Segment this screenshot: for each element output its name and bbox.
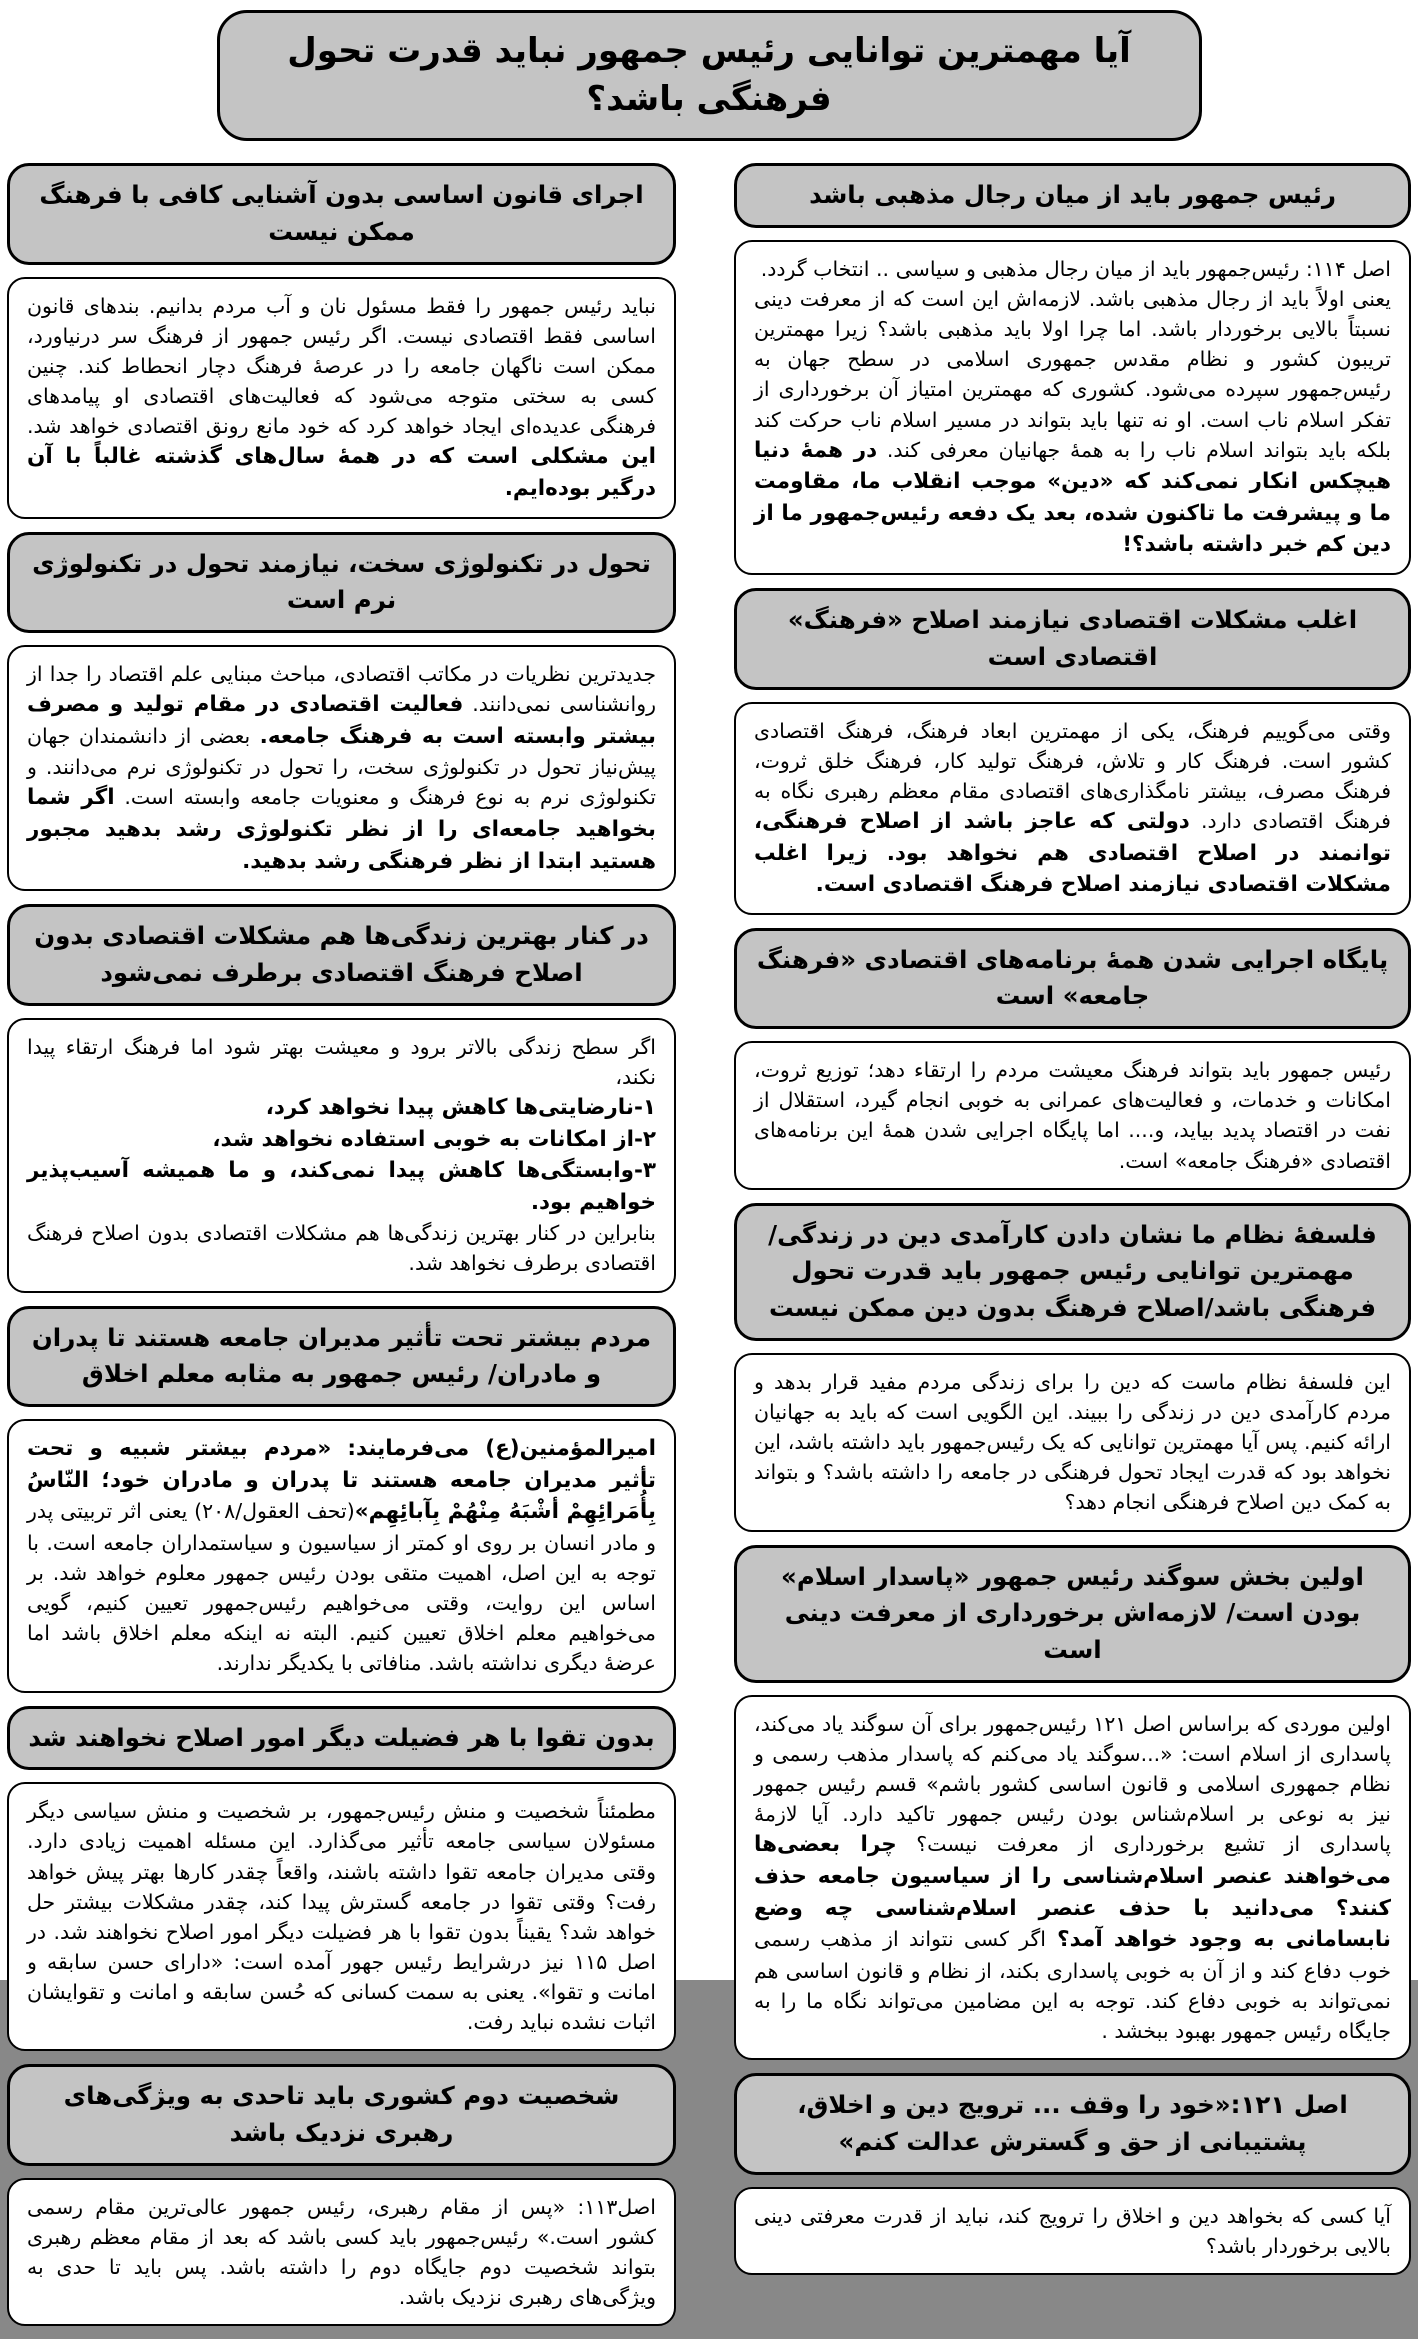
section-header: تحول در تکنولوژی سخت، نیازمند تحول در تکنولوژی نرم است xyxy=(7,532,676,634)
text-run-bold: فعالیت اقتصادی در مقام تولید و مصرف بیشتر وابسته است به فرهنگ جامعه. xyxy=(27,692,656,749)
section-header: شخصیت دوم کشوری باید تاحدی به ویژگی‌های رهبری نزدیک باشد xyxy=(7,2064,676,2166)
text-run-bold: اگر شما بخواهید جامعه‌ای را از نظر تکنولوژی رشد بدهید مجبور هستید ابتدا از نظر فرهنگی رشد بدهید. xyxy=(27,785,656,874)
left-column xyxy=(7,163,676,2339)
page-title: آیا مهمترین توانایی رئیس جمهور نباید قدرت تحول فرهنگی باشد؟ xyxy=(217,10,1202,141)
section-article-121-oath-text xyxy=(734,2073,1411,2275)
text-run-bold: ۳-وابستگی‌ها کاهش پیدا نمی‌کند، و ما همیشه آسیب‌پذیر خواهیم بود. xyxy=(27,1158,656,1215)
section-second-person-close-to-leadership xyxy=(7,2064,676,2326)
section-body xyxy=(7,1419,676,1692)
section-header: اصل ۱۲۱:«خود را وقف ... ترویج دین و اخلاق، پشتیبانی از حق و گسترش عدالت کنم» xyxy=(734,2073,1411,2175)
section-header: رئیس جمهور باید از میان رجال مذهبی باشد xyxy=(734,163,1411,228)
text-run-bold: این مشکلی است که در همهٔ سال‌های گذشته غالباً با آن درگیر بوده‌ایم. xyxy=(27,444,656,501)
text-run-bold: ۱-نارضایتی‌ها کاهش پیدا نخواهد کرد، xyxy=(265,1094,656,1120)
text-run-bold: ۲-از امکانات به خوبی استفاده نخواهد شد، xyxy=(212,1126,656,1152)
section-body xyxy=(734,1695,1411,2060)
text-run: نباید رئیس جمهور را فقط مسئول نان و آب مردم بدانیم. بندهای قانون اساسی فقط اقتصادی نیست. اگر رئیس جمهور از فرهنگ سر درنیاورد، ممکن است ناگهان جامعه را در عرصهٔ فرهنگ دچار انحطاط کند. چنین کسی به سختی متوجه می‌شود که فعالیت‌های اقتصادی او پیامدهای فرهنگی عدیده‌ای ایجاد خواهد کرد که خود مانع رونق اقتصادی خواهد شد. xyxy=(27,293,656,439)
section-body xyxy=(7,1018,676,1293)
section-economic-problems-not-solved-without-culture xyxy=(7,904,676,1292)
text-run-bold: چرا بعضی‌ها می‌خواهند عنصر اسلام‌شناسی را از سیاسیون جامعه حذف کنند؟ می‌دانید با حذف عنصر اسلام‌شناسی چه وضع نابسامانی به وجود خواهد آمد؟ xyxy=(754,1832,1392,1953)
section-society-culture-is-execution-base xyxy=(734,928,1411,1190)
section-body xyxy=(734,1353,1411,1532)
text-run: بعضی از دانشمندان جهان پیش‌نیاز تحول در تکنولوژی سخت، را تحول در تکنولوژی نرم می‌دانند. و تکنولوژی نرم به نوع فرهنگ و معنویات جامعه وابسته است. xyxy=(27,723,656,810)
text-run: وقتی می‌گوییم فرهنگ، یکی از مهمترین ابعاد فرهنگ، فرهنگ اقتصادی کشور است. فرهنگ کار و تلاش، فرهنگ تولید کار، فرهنگ خلق ثروت، فرهنگ مصرف، بیشتر نامگذاری‌های اقتصادی مقام معظم رهبری نگاه به فرهنگ اقتصادی دارد. xyxy=(754,718,1391,833)
section-header: فلسفهٔ نظام ما نشان دادن کارآمدی دین در زندگی/ مهمترین توانایی رئیس جمهور باید قدرت تحول فرهنگی باشد/اصلاح فرهنگ بدون دین ممکن نیست xyxy=(734,1203,1411,1341)
section-body xyxy=(734,702,1411,915)
columns-wrapper xyxy=(7,163,1411,2339)
text-run: اصل ۱۱۴: رئیس‌جمهور باید از میان رجال مذهبی و سیاسی .. انتخاب گردد. xyxy=(760,256,1391,281)
section-people-influenced-by-managers xyxy=(7,1306,676,1693)
right-column xyxy=(734,163,1411,2339)
text-run: اولین موردی که براساس اصل ۱۲۱ رئیس‌جمهور برای آن سوگند یاد می‌کند، پاسداری از اسلام است: «...سوگند یاد می‌کنم که پاسدار مذهب رسمی و نظام جمهوری اسلامی و قانون اساسی کشور باشم» قسم رئیس جمهور نیز به نوعی بر اسلام‌شناس بودن رئیس جمهور تاکید دارد. آیا لازمهٔ پاسداری از تشیع برخورداری از معرفت نیست؟ xyxy=(754,1711,1391,1857)
section-header: مردم بیشتر تحت تأثیر مدیران جامعه هستند تا پدران و مادران/ رئیس جمهور به مثابه معلم اخلاق xyxy=(7,1306,676,1408)
text-run: آیا کسی که بخواهد دین و اخلاق را ترویج کند، نباید از قدرت معرفتی دینی بالایی برخوردار باشد؟ xyxy=(754,2203,1391,2258)
text-run: جدیدترین نظریات در مکاتب اقتصادی، مباحث مبنایی علم اقتصاد را جدا از روانشناسی نمی‌دانند. xyxy=(27,662,656,717)
text-run-bold: دولتی که عاجز باشد از اصلاح فرهنگی، توانمند در اصلاح اقتصادی هم نخواهد بود. زیرا اغلب مشکلات اقتصادی نیازمند اصلاح فرهنگ اقتصادی است. xyxy=(754,808,1391,898)
section-header: اغلب مشکلات اقتصادی نیازمند اصلاح «فرهنگ» اقتصادی است xyxy=(734,588,1411,690)
text-run: اگر سطح زندگی بالاتر برود و معیشت بهتر شود اما فرهنگ ارتقاء پیدا نکند، xyxy=(27,1034,656,1089)
section-no-reform-without-taqwa xyxy=(7,1706,676,2052)
text-run: یعنی اولاً باید از رجال مذهبی باشد. لازمه‌اش این است که از معرفت دینی نسبتاً بالایی برخوردار باشد. اما چرا اولا باید مذهبی باشد؟ زیرا مهمترین تریبون کشور و نظام مقدس جمهوری اسلامی در سطح جهان به رئیس‌جمهور سپرده می‌شود. کشوری که مهمترین امتیاز آن برخورداری از تفکر اسلام ناب است. او نه تنها باید بتواند در مسیر اسلام ناب حرکت کند بلکه باید بتواند اسلام ناب را به همهٔ جهانیان معرفی کند. xyxy=(754,287,1392,462)
text-run: بنابراین در کنار بهترین زندگی‌ها هم مشکلات اقتصادی بدون اصلاح فرهنگ اقتصادی برطرف نخواهد شد. xyxy=(27,1221,656,1276)
section-body xyxy=(734,2187,1411,2275)
section-body xyxy=(7,277,676,519)
section-system-philosophy-religion-efficiency xyxy=(734,1203,1411,1532)
section-body xyxy=(7,1782,676,2051)
section-header: اجرای قانون اساسی بدون آشنایی کافی با فرهنگ ممکن نیست xyxy=(7,163,676,265)
text-run: اصل۱۱۳: «پس از مقام رهبری، رئیس جمهور عالی‌ترین مقام رسمی کشور است.» رئیس‌جمهور باید کسی باشد که بعد از مقام معظم رهبری بتواند شخصیت دوم جایگاه دوم را داشته باشد. پس باید تا حدی به ویژگی‌های رهبری نزدیک باشد. xyxy=(27,2194,656,2310)
text-run: اگر کسی نتواند از مذهب رسمی خوب دفاع کند و از آن به خوبی پاسداری بکند، از نظام و قانون اساسی هم نمی‌تواند به خوبی دفاع کند. توجه به این مضامین می‌تواند نگاه ما را به جایگاه رئیس جمهور بهبود ببخشد . xyxy=(754,1927,1391,2043)
section-body xyxy=(734,1041,1411,1190)
section-economic-problems-need-culture-reform xyxy=(734,588,1411,915)
section-header: پایگاه اجرایی شدن همهٔ برنامه‌های اقتصادی «فرهنگ جامعه» است xyxy=(734,928,1411,1030)
section-hard-tech-needs-soft-tech xyxy=(7,532,676,892)
section-constitution-execution-needs-culture xyxy=(7,163,676,518)
text-run: رئیس جمهور باید بتواند فرهنگ معیشت مردم را ارتقاء دهد؛ توزیع ثروت، امکانات و خدمات، و فعالیت‌های عمرانی به خوبی انجام گیرد، استقلال از نفت در اقتصاد پدید بیاید، و.... اما پایگاه اجرایی شدن همهٔ این برنامه‌های اقتصادی «فرهنگ جامعه» است. xyxy=(754,1058,1391,1173)
section-body xyxy=(734,240,1411,575)
section-header: بدون تقوا با هر فضیلت دیگر امور اصلاح نخواهند شد xyxy=(7,1706,676,1771)
section-oath-guardian-of-islam xyxy=(734,1545,1411,2061)
section-header: در کنار بهترین زندگی‌ها هم مشکلات اقتصادی بدون اصلاح فرهنگ اقتصادی برطرف نمی‌شود xyxy=(7,904,676,1006)
text-run-bold: امیرالمؤمنین(ع) می‌فرمایند: «مردم بیشتر شبیه و تحت تأثیر مدیران جامعه هستند تا پدران و مادران خود؛ النّاسُ بِأُمَرائِهِمْ أشْبَهُ مِنْهُمْ بِآبائِهِم» xyxy=(27,1436,656,1525)
text-run-bold: در همهٔ دنیا هیچکس انکار نمی‌کند که «دین» موجب انقلاب ما، مقاومت ما و پیشرفت ما تاکنون شده، بعد یک دفعه رئیس‌جمهور ما از دین کم خبر داشته باشد؟! xyxy=(754,437,1391,558)
section-header: اولین بخش سوگند رئیس جمهور «پاسدار اسلام» بودن است/ لازمه‌اش برخورداری از معرفت دینی است xyxy=(734,1545,1411,1683)
text-run: مطمئناً شخصیت و منش رئیس‌جمهور، بر شخصیت و منش سیاسی دیگر مسئولان سیاسی جامعه تأثیر می‌گذارد. این مسئله اهمیت زیادی دارد. وقتی مدیران جامعه تقوا داشته باشند، واقعاً چقدر کارها بهتر پیش خواهد رفت؟ وقتی تقوا در جامعه گسترش پیدا کند، چقدر مشکلات بیشتر حل خواهد شد؟ یقیناً بدون تقوا با هر فضیلت دیگر امور اصلاح نخواهند شد. در اصل ۱۱۵ نیز درشرایط رئیس جهور آمده است: «دارای حسن سابقه و امانت و تقوا». یعنی به سمت کسانی که حُسن سابقه و امانت و تقوایشان اثبات نشده نباید رفت. xyxy=(27,1799,656,2035)
section-body xyxy=(7,645,676,891)
text-run: این فلسفهٔ نظام ماست که دین را برای زندگی مردم مفید قرار بدهد و مردم کارآمدی دین در زندگی را ببیند. این الگویی است که باید به جهانیان ارائه کنیم. پس آیا مهمترین توانایی که یک رئیس‌جمهور باید داشته باشد، این نخواهد بود که قدرت ایجاد تحول فرهنگی در جامعه را داشته باشد؟ و بتواند به کمک دین اصلاح فرهنگی انجام دهد؟ xyxy=(754,1369,1391,1515)
section-body xyxy=(7,2178,676,2327)
text-run: (تحف العقول/۲۰۸) یعنی اثر تربیتی پدر و مادر انسان بر روی او کمتر از سیاسیون و سیاستمداران جامعه است. با توجه به این اصل، اهمیت متقی بودن رئیس جمهور معلوم خواهد شد. بر اساس این روایت، وقتی می‌خواهیم رئیس‌جمهور تعیین کنیم، گویی می‌خواهیم معلم اخلاق تعیین کنیم. البته نه اینکه معلم اخلاق باشد اما عرضهٔ دیگری نداشته باشد. منافاتی با یکدیگر ندارند. xyxy=(27,1499,656,1676)
section-president-from-religious-figures xyxy=(734,163,1411,575)
